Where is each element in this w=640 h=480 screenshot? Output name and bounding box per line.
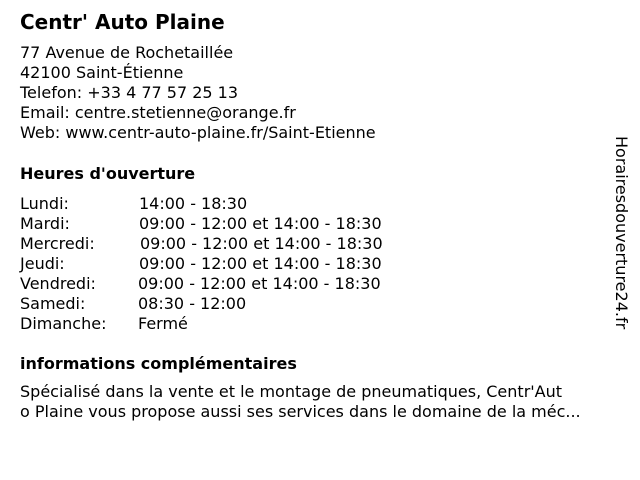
extra-info-heading: informations complémentaires (20, 354, 297, 373)
site-watermark: Horairesdouverture24.fr (612, 136, 631, 330)
hours-time: Fermé (138, 314, 188, 333)
hours-row-lundi (20, 194, 440, 214)
description-line-1: Spécialisé dans la vente et le montage de pneumatiques, Centr'Aut (20, 382, 563, 401)
hours-row-vendredi (20, 274, 440, 294)
hours-time: 09:00 - 12:00 et 14:00 - 18:30 (140, 234, 383, 253)
hours-day: Jeudi: (20, 254, 65, 273)
hours-day: Dimanche: (20, 314, 107, 333)
address-street: 77 Avenue de Rochetaillée (20, 43, 234, 62)
hours-row-mardi (20, 214, 440, 234)
hours-row-mercredi (20, 234, 440, 254)
hours-time: 09:00 - 12:00 et 14:00 - 18:30 (138, 274, 381, 293)
description-line-2: o Plaine vous propose aussi ses services dans le domaine de la méc... (20, 402, 581, 421)
website-link[interactable]: Web: www.centr-auto-plaine.fr/Saint-Etienne (20, 123, 376, 142)
hours-day: Samedi: (20, 294, 86, 313)
address-city: 42100 Saint-Étienne (20, 63, 184, 82)
hours-time: 09:00 - 12:00 et 14:00 - 18:30 (139, 254, 382, 273)
email-address: Email: centre.stetienne@orange.fr (20, 103, 296, 122)
business-name: Centr' Auto Plaine (20, 10, 225, 34)
hours-day: Vendredi: (20, 274, 96, 293)
phone-number: Telefon: +33 4 77 57 25 13 (20, 83, 239, 102)
hours-row-dimanche (20, 314, 440, 334)
hours-day: Lundi: (20, 194, 69, 213)
hours-row-jeudi (20, 254, 440, 274)
hours-day: Mercredi: (20, 234, 95, 253)
hours-time: 09:00 - 12:00 et 14:00 - 18:30 (139, 214, 382, 233)
hours-time: 14:00 - 18:30 (139, 194, 248, 213)
hours-time: 08:30 - 12:00 (138, 294, 247, 313)
hours-day: Mardi: (20, 214, 70, 233)
hours-row-samedi (20, 294, 440, 314)
opening-hours-heading: Heures d'ouverture (20, 164, 196, 183)
